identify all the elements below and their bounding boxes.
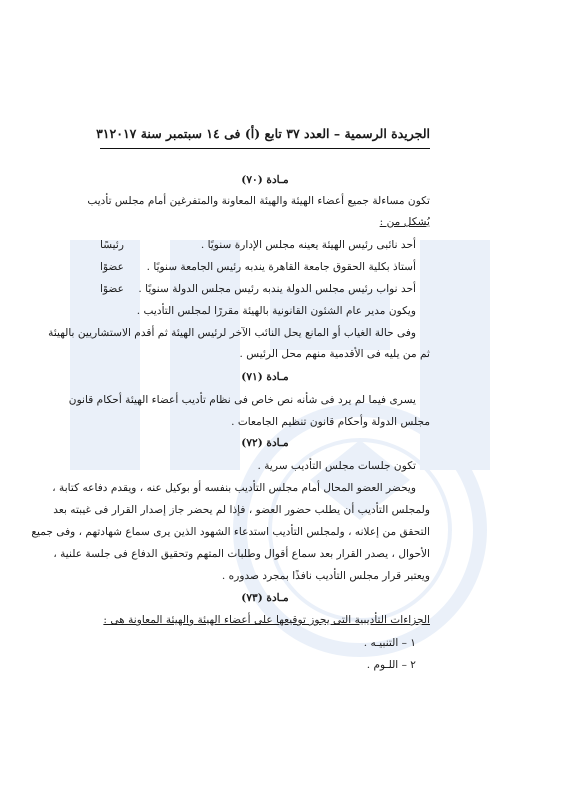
article-70-paragraph-2: وفى حالة الغياب أو المانع يحل النائب الآخر لرئيس الهيئة ثم أقدم الاستشاريين بالهيئة [48, 327, 416, 339]
article-72-line-3: ولمجلس التأديب أن يطلب حضور العضو ، فإذا لم يحضر جاز إصدار القرار فى غيبته بعد [53, 504, 430, 516]
article-73-intro: الجزاءات التأديبية التى يجوز توقيعها على أعضاء الهيئة والهيئة المعاونة هى : [103, 614, 430, 626]
article-73-heading: مـادة (٧٣) [241, 592, 289, 604]
article-72-line-1: تكون جلسات مجلس التأديب سرية . [257, 460, 416, 472]
member-text: أحد نائبى رئيس الهيئة يعينه مجلس الإدارة سنويًا . [200, 239, 416, 251]
member-text: أحد نواب رئيس مجلس الدولة يندبه رئيس مجلس الدولة سنويًا . [138, 283, 416, 295]
page-number: ٣١ [96, 126, 110, 141]
article-72-line-2: ويحضر العضو المحال أمام مجلس التأديب بنفسه أو بوكيل عنه ، ويقدم دفاعه كتابة ، [52, 482, 416, 494]
member-row-2 [100, 260, 430, 274]
member-role: رئيسًا [100, 239, 124, 251]
member-row-3 [100, 282, 430, 296]
article-72-line-4: التحقق من إعلانه ، ولمجلس التأديب استدعاء الشهود الذين يرى سماع شهادتهم ، وفى جميع [31, 526, 430, 538]
member-text: أستاذ بكلية الحقوق جامعة القاهرة يندبه رئيس الجامعة سنويًا . [146, 261, 416, 273]
article-70-paragraph-2-cont: ثم من يليه فى الأقدمية منهم محل الرئيس . [239, 348, 430, 360]
member-row-1 [100, 238, 430, 252]
article-70-paragraph-1: ويكون مدير عام الشئون القانونية بالهيئة مقررًا لمجلس التأديب . [136, 305, 416, 317]
article-71-heading: مـادة (٧١) [241, 371, 289, 383]
article-72-line-6: ويعتبر قرار مجلس التأديب نافذًا بمجرد صدوره . [221, 570, 430, 582]
header-title: الجريدة الرسمية – العدد ٣٧ تابع (أ) فى ١٤ سبتمبر سنة ٢٠١٧ [109, 126, 430, 141]
article-72-heading: مـادة (٧٢) [241, 437, 289, 449]
article-72-line-5: الأحوال ، يصدر القرار بعد سماع أقوال وطلبات المتهم وتحقيق الدفاع فى جلسة علنية ، [53, 548, 430, 560]
header-divider [100, 148, 430, 149]
article-71-line-1: يسرى فيما لم يرد فى شأنه نص خاص فى نظام تأديب أعضاء الهيئة أحكام قانون [68, 394, 416, 406]
member-role: عضوًا [100, 283, 124, 295]
article-70-heading: مـادة (٧٠) [241, 174, 289, 186]
member-role: عضوًا [100, 261, 124, 273]
article-70-intro-cont: يُشكل من : [379, 216, 430, 228]
article-70-intro: تكون مساءلة جميع أعضاء الهيئة والهيئة المعاونة والمتفرغين أمام مجلس تأديب [87, 195, 430, 207]
document-page [31, 0, 430, 800]
article-71-line-2: مجلس الدولة وأحكام قانون تنظيم الجامعات . [231, 416, 430, 428]
list-item: ٢ – اللـوم . [366, 659, 416, 671]
page-header [96, 126, 430, 141]
list-item: ١ – التنبيـه . [363, 637, 416, 649]
